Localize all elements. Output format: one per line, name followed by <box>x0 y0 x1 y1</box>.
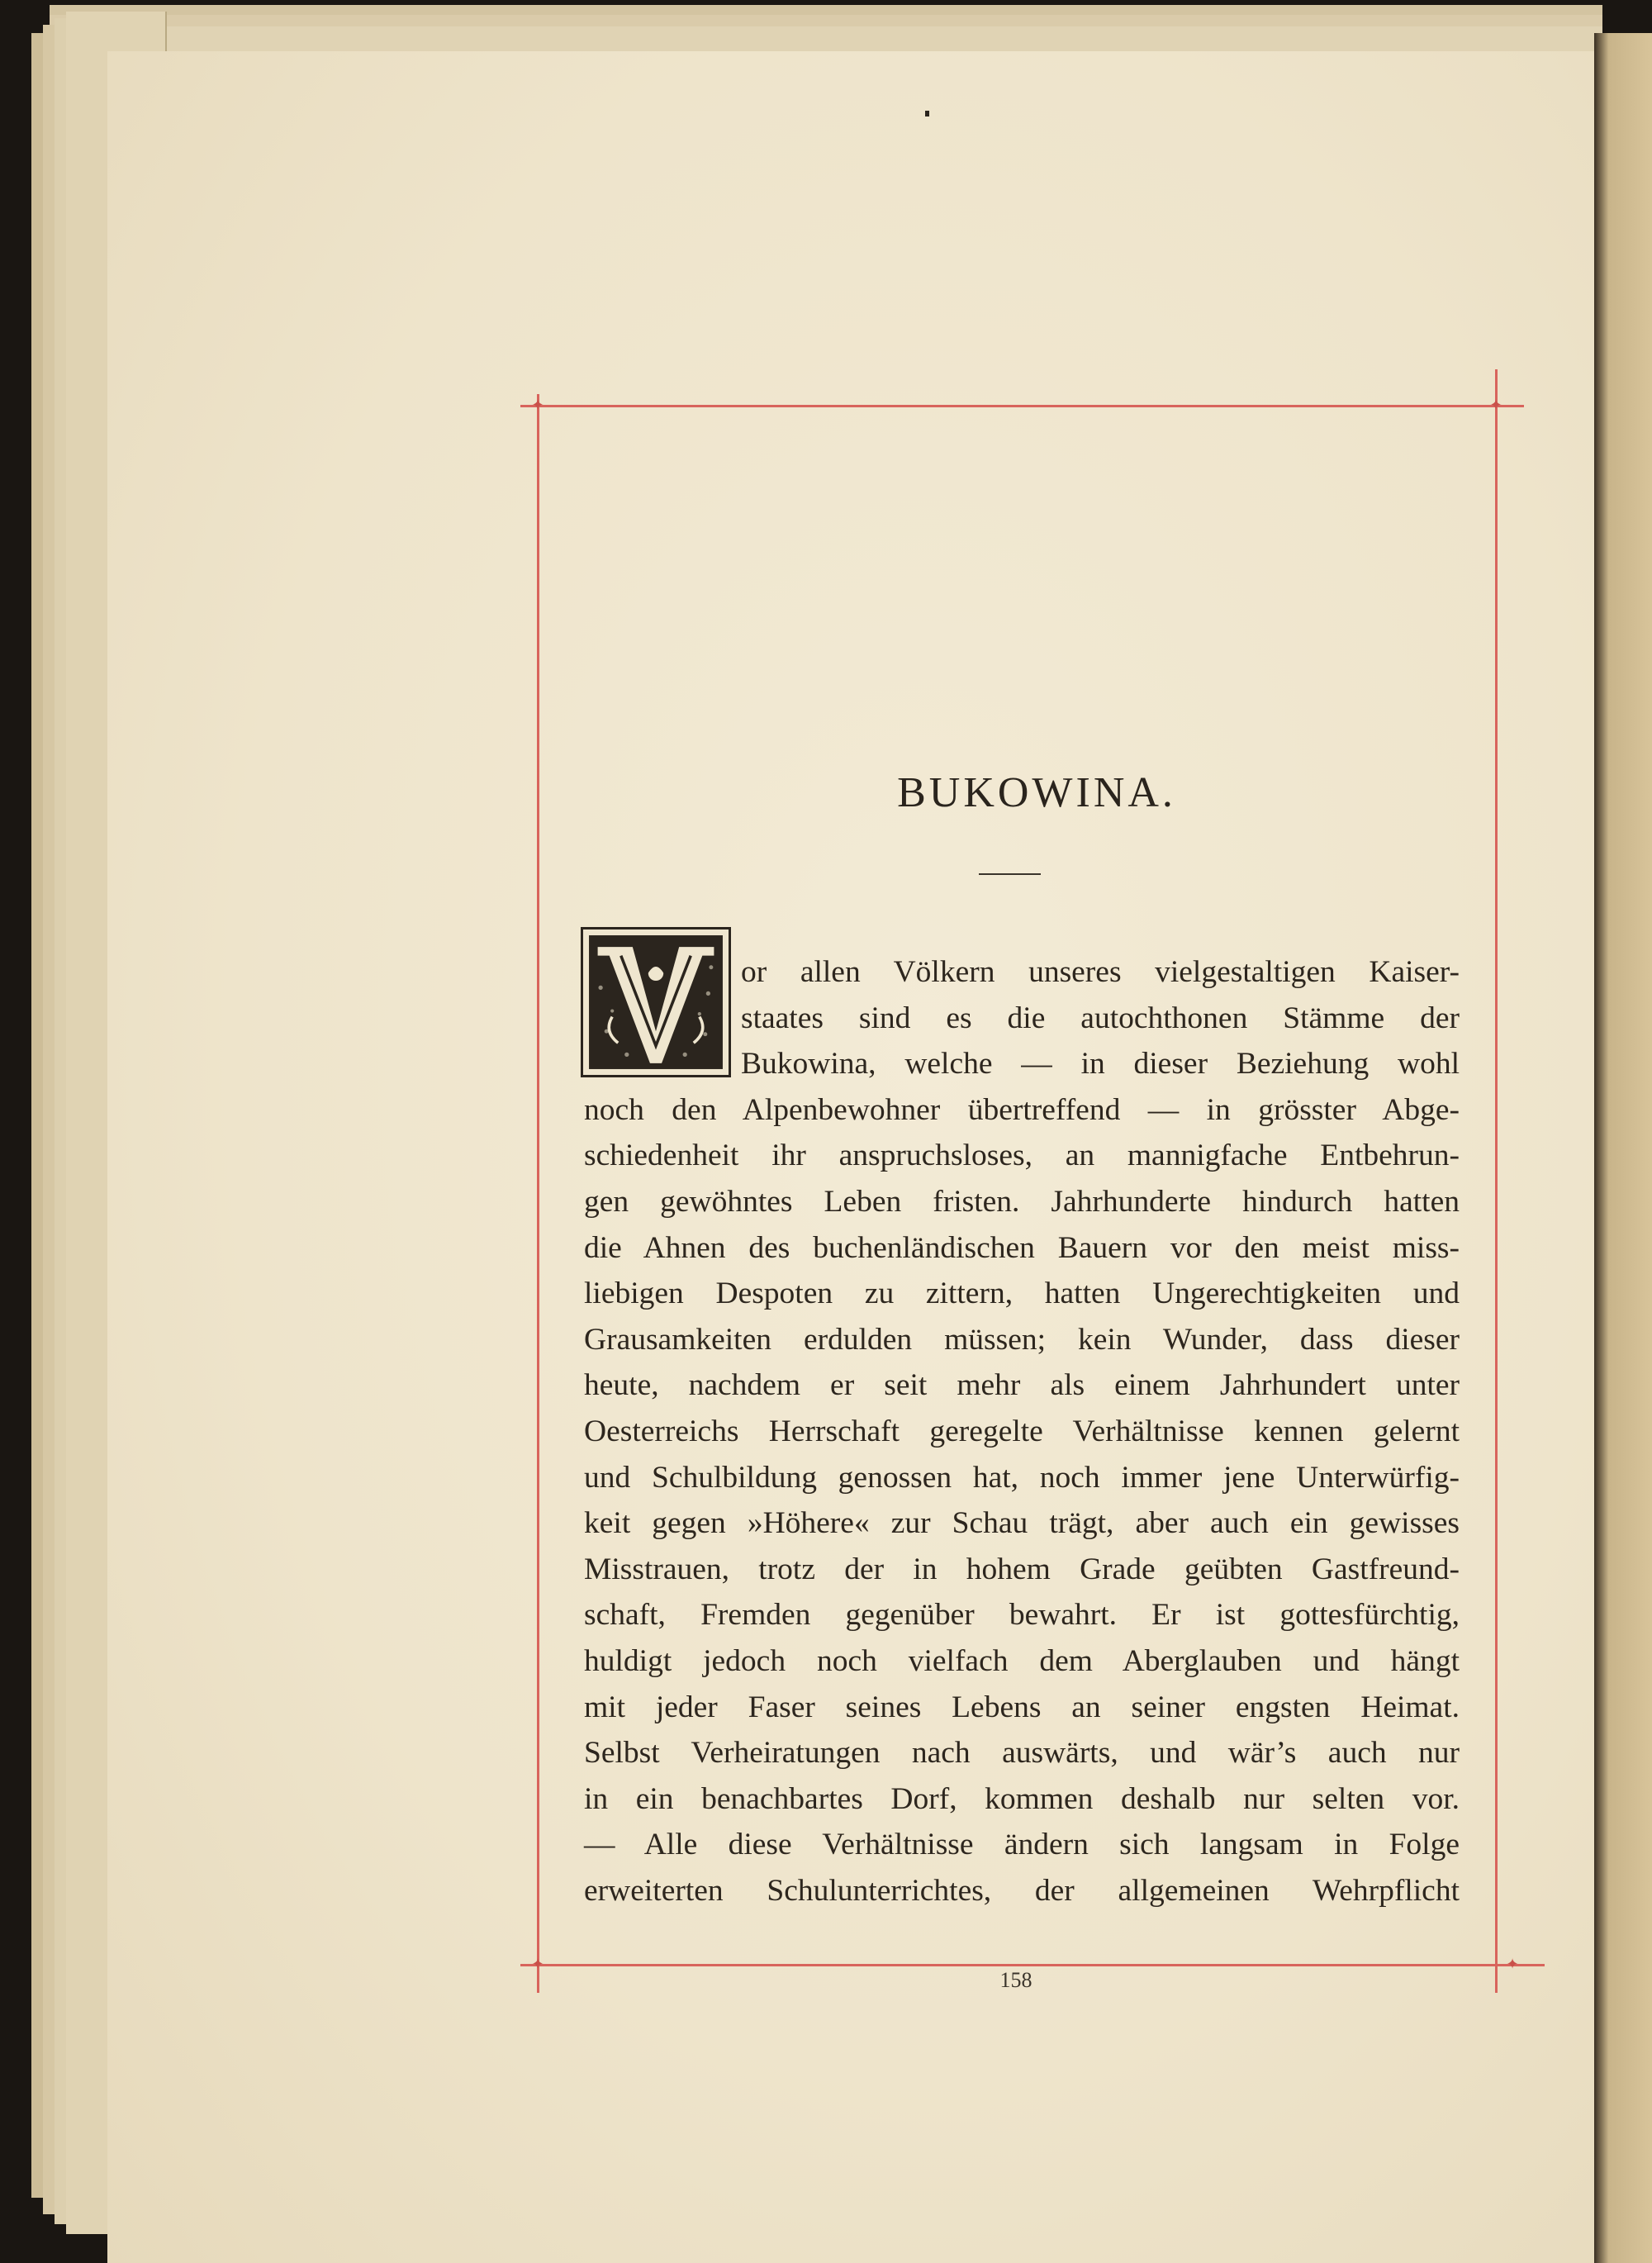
text-line: Oesterreichs Herrschaft geregelte Verhältnisse kennen gelernt <box>584 1414 1460 1448</box>
text-line: schaft, Fremden gegenüber bewahrt. Er ist gottesfürchtig, <box>584 1598 1460 1633</box>
print-mark <box>925 111 929 116</box>
text-line: huldigt jedoch noch vielfach dem Aberglauben und hängt <box>584 1643 1460 1678</box>
text-line: — Alle diese Verhältnisse ändern sich langsam in Folge <box>584 1828 1460 1862</box>
facing-page-edge <box>1594 33 1652 2263</box>
text-line: staates sind es die autochthonen Stämme der <box>741 1001 1460 1035</box>
text-line: Bukowina, welche — in dieser Beziehung wohl <box>741 1047 1460 1082</box>
book-page <box>107 51 1594 2263</box>
frame-corner-ornament-icon: ✦ <box>531 1956 544 1973</box>
frame-corner-ornament-icon: ✦ <box>1506 1956 1519 1973</box>
text-line: heute, nachdem er seit mehr als einem Jahrhundert unter <box>584 1368 1460 1403</box>
text-line: keit gegen »Höhere« zur Schau trägt, aber auch ein gewisses <box>584 1506 1460 1541</box>
text-line: liebigen Despoten zu zittern, hatten Ungerechtigkeiten und <box>584 1277 1460 1311</box>
title-divider <box>979 873 1041 875</box>
text-line: und Schulbildung genossen hat, noch immer jene Unterwürfig- <box>584 1460 1460 1495</box>
frame-rule-bottom <box>520 1964 1545 1966</box>
text-line: or allen Völkern unseres vielgestaltigen Kaiser- <box>741 955 1460 989</box>
text-line: Misstrauen, trotz der in hohem Grade geübten Gastfreund- <box>584 1552 1460 1586</box>
text-line: in ein benachbartes Dorf, kommen deshalb nur selten vor. <box>584 1781 1460 1816</box>
page-number: 158 <box>999 1968 1032 1992</box>
frame-corner-ornament-icon: ✦ <box>531 397 544 414</box>
text-line: schiedenheit ihr anspruchsloses, an mannigfache Entbehrun- <box>584 1139 1460 1173</box>
frame-rule-left <box>537 394 539 1993</box>
chapter-title: BUKOWINA. <box>897 769 1176 816</box>
body-text <box>584 949 1460 1914</box>
text-line: noch den Alpenbewohner übertreffend — in grösster Abge- <box>584 1092 1460 1127</box>
text-line: die Ahnen des buchenländischen Bauern vor den meist miss- <box>584 1230 1460 1265</box>
text-line: mit jeder Faser seines Lebens an seiner engsten Heimat. <box>584 1690 1460 1724</box>
frame-rule-right <box>1495 369 1498 1993</box>
frame-rule-top <box>520 405 1524 407</box>
frame-corner-ornament-icon: ✦ <box>1489 397 1502 414</box>
text-line: Grausamkeiten erdulden müssen; kein Wunder, dass dieser <box>584 1322 1460 1357</box>
text-line: Selbst Verheiratungen nach auswärts, und wär’s auch nur <box>584 1736 1460 1771</box>
text-line: erweiterten Schulunterrichtes, der allgemeinen Wehrpflicht <box>584 1873 1460 1908</box>
text-line: gen gewöhntes Leben fristen. Jahrhunderte hindurch hatten <box>584 1184 1460 1219</box>
